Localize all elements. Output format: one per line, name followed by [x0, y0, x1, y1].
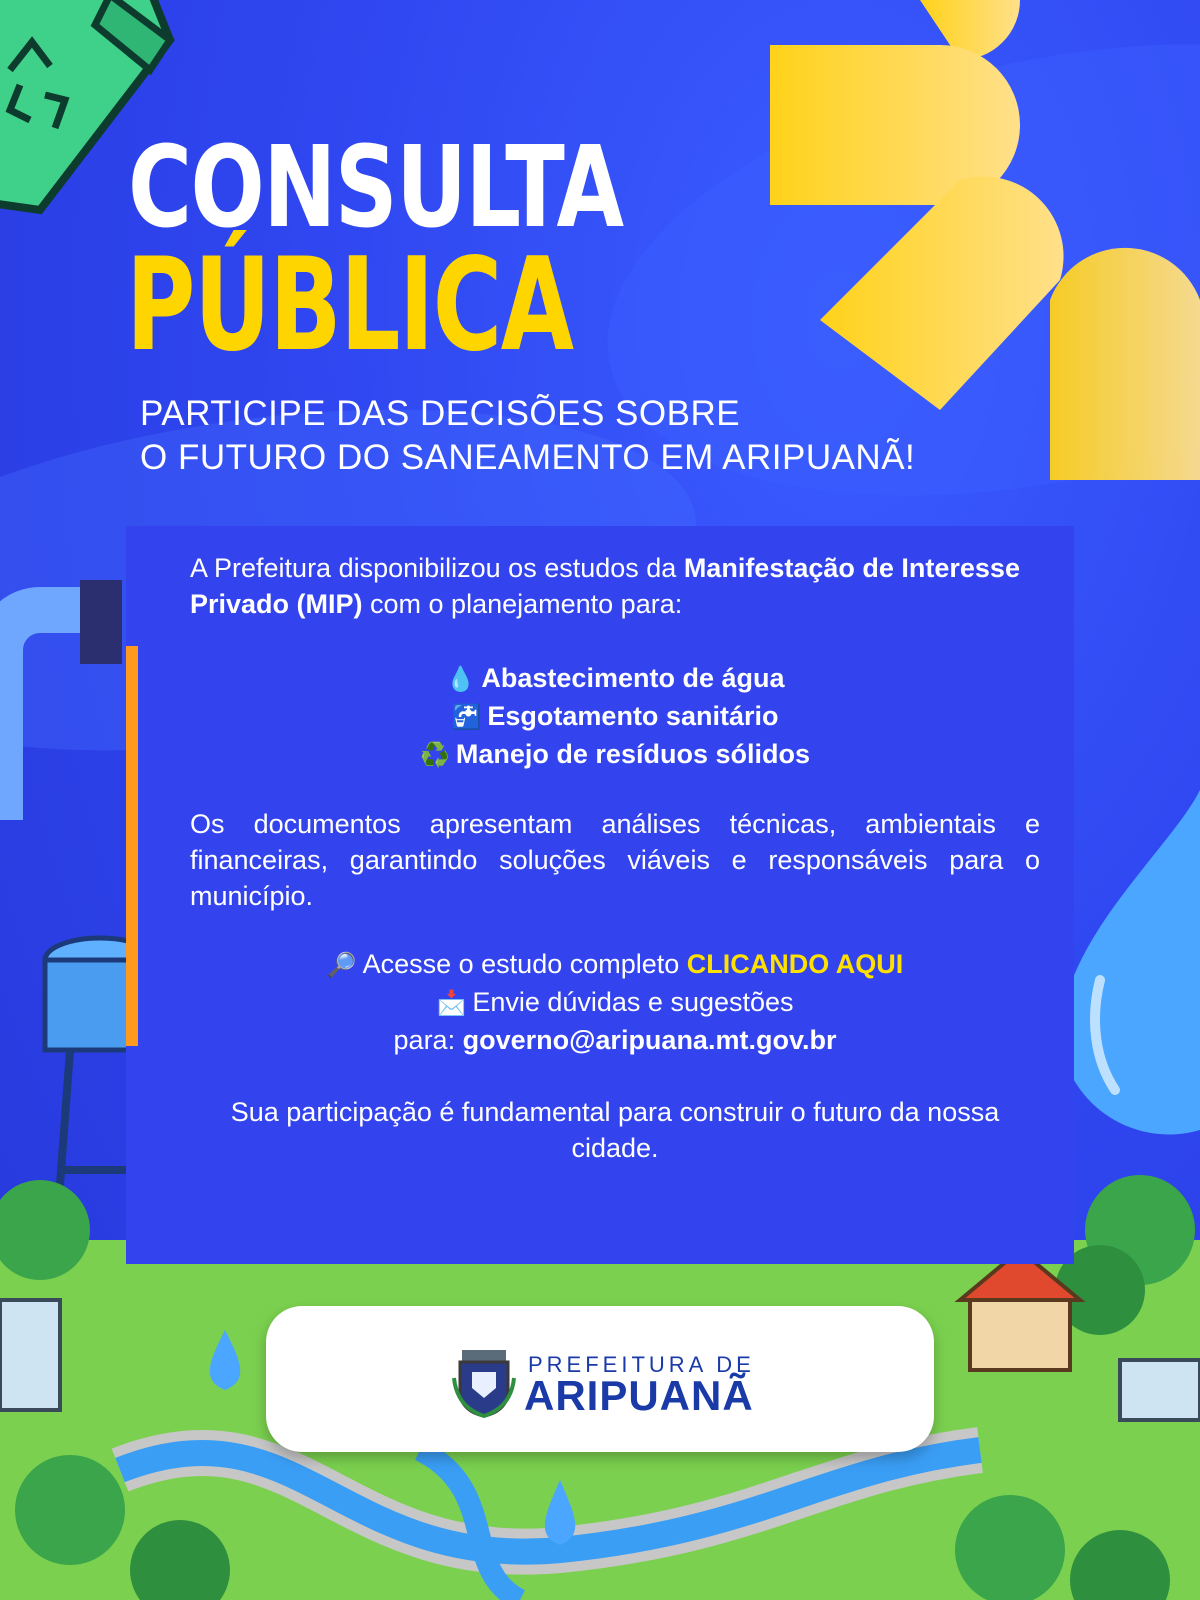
services-list — [190, 660, 1040, 774]
subtitle — [140, 392, 915, 480]
item-label: Manejo de resíduos sólidos — [455, 739, 810, 769]
contact-line — [190, 984, 1040, 1022]
access-text: Acesse o estudo completo — [362, 949, 687, 979]
email-prefix: para: — [393, 1025, 463, 1055]
list-item — [190, 736, 1040, 774]
logo-text-prefeitura: PREFEITURA DE — [528, 1352, 755, 1377]
item-label: Abastecimento de água — [481, 663, 785, 693]
contact-text: Envie dúvidas e sugestões — [472, 987, 794, 1017]
pipe-illustration — [0, 580, 90, 840]
title-publica: PÚBLICA — [126, 231, 573, 380]
subtitle-line-1: PARTICIPE DAS DECISÕES SOBRE — [140, 394, 741, 433]
recycle-icon: ♻️ — [420, 742, 450, 769]
water-drop-illustration — [1060, 790, 1200, 1150]
panel-tab-decoration — [80, 580, 122, 664]
list-item — [190, 660, 1040, 698]
closing-paragraph: Sua participação é fundamental para construir o futuro da nossa cidade. — [230, 1097, 1000, 1163]
subtitle-line-2: O FUTURO DO SANEAMENTO EM ARIPUANÃ! — [140, 438, 916, 477]
crest-icon — [452, 1348, 516, 1418]
intro-text: A Prefeitura disponibilizou os estudos da — [190, 553, 684, 583]
water-drop-icon: 💧 — [445, 666, 476, 693]
access-line — [190, 946, 1040, 984]
study-link[interactable]: CLICANDO AQUI — [686, 949, 904, 979]
mip-highlight: Manifestação de Interesse Privado (MIP) — [190, 553, 1020, 619]
list-item — [190, 698, 1040, 736]
access-section — [190, 946, 1040, 1058]
intro-paragraph — [190, 550, 1040, 622]
email-link[interactable]: governo@aripuana.mt.gov.br — [462, 1025, 837, 1055]
title-consulta: CONSULTA — [128, 123, 623, 253]
intro-text-end: com o planejamento para: — [362, 589, 683, 619]
magnifier-icon: 🔎 — [326, 952, 357, 979]
faucet-icon: 🚰 — [451, 704, 482, 731]
item-label: Esgotamento sanitário — [487, 701, 779, 731]
logo-text-aripuana: ARIPUANÃ — [524, 1372, 754, 1419]
documents-paragraph: Os documentos apresentam análises técnicas, ambientais e financeiras, garantindo soluções viáveis e responsáveis para o município. — [190, 809, 1040, 911]
email-line — [190, 1022, 1040, 1058]
envelope-icon: 📩 — [436, 990, 467, 1017]
panel-accent-bar — [126, 646, 138, 1046]
